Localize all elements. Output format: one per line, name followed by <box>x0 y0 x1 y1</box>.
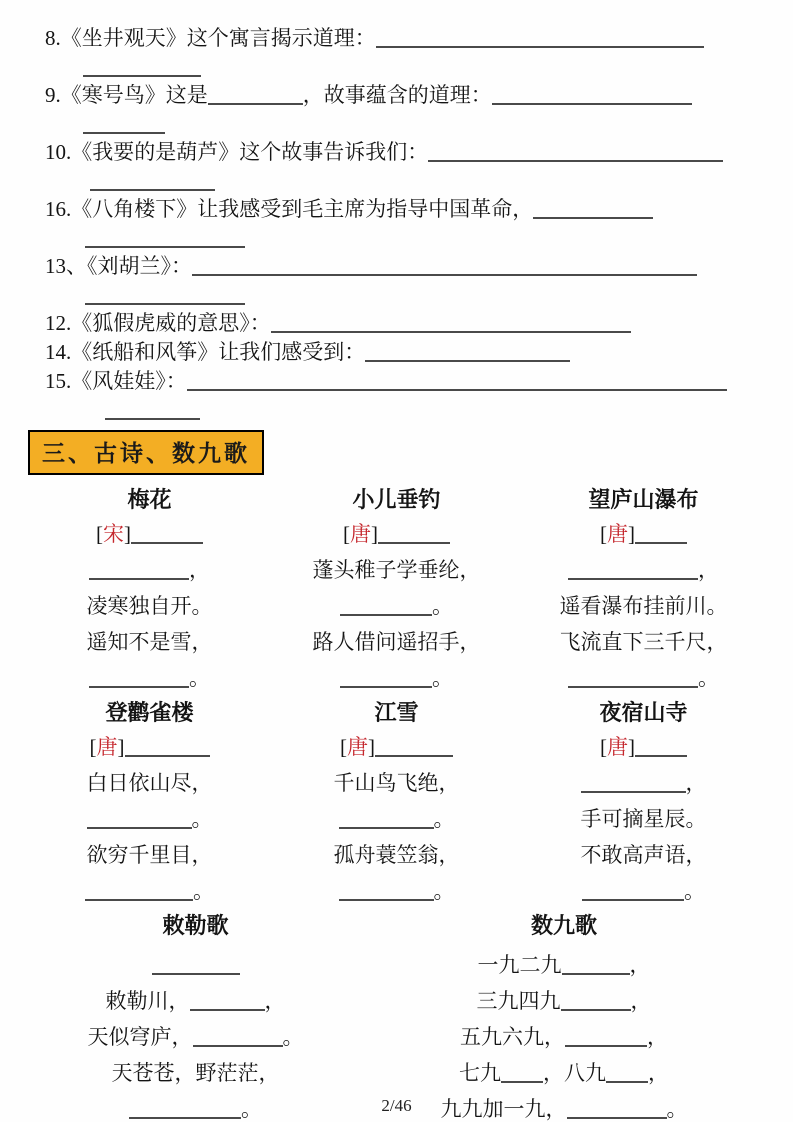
text-run: 。 <box>191 807 213 831</box>
question-continuation-row <box>45 281 765 309</box>
poem-line <box>26 516 273 552</box>
poem-line <box>273 552 520 588</box>
answer-blank <box>339 878 434 901</box>
text-run: ] <box>628 735 635 759</box>
poem-line <box>365 1019 763 1055</box>
answer-blank <box>565 1024 647 1047</box>
answer-blank <box>131 521 203 544</box>
answer-blank <box>606 1060 648 1083</box>
dynasty-label: 唐 <box>347 735 368 759</box>
poems-grid-top <box>0 481 793 909</box>
question-continuation-row <box>45 396 765 424</box>
answer-blank <box>152 952 240 975</box>
poem-line <box>26 765 273 801</box>
text-run: ， <box>189 558 210 582</box>
text-run: 欲穷千里目， <box>86 843 213 867</box>
answer-blank <box>568 665 698 688</box>
answer-blank <box>568 557 698 580</box>
page-number: 2/46 <box>381 1096 412 1115</box>
poem-line <box>26 801 273 837</box>
questions-section <box>0 0 793 424</box>
text-run: 。 <box>698 666 719 690</box>
poem-line <box>520 729 767 765</box>
text-run: 遥看瀑布挂前川。 <box>559 594 728 618</box>
poem-line <box>273 873 520 909</box>
poem-line <box>365 1055 763 1091</box>
text-run: ] <box>628 522 635 546</box>
text-run: 遥知不是雪， <box>86 630 213 654</box>
answer-blank <box>339 806 434 829</box>
text-run: ] <box>117 735 125 759</box>
answer-blank <box>375 734 453 757</box>
answer-blank <box>533 196 653 219</box>
text-run: 。 <box>433 807 455 831</box>
text-run: 孤舟蓑笠翁， <box>333 843 460 867</box>
text-run: 。 <box>433 879 455 903</box>
text-run: 。 <box>666 1097 688 1121</box>
answer-blank <box>492 82 692 105</box>
poem-title: 望庐山瀑布 <box>588 487 699 512</box>
text-run: 路人借问遥招手， <box>312 630 481 654</box>
poem-line <box>273 837 520 873</box>
text-run: 9.《寒号鸟》这是 <box>45 83 208 107</box>
text-run: 不敢高声语， <box>580 843 707 867</box>
poem-block-2 <box>520 483 767 696</box>
answer-blank <box>561 988 631 1011</box>
question-row <box>45 195 765 224</box>
text-run: [ <box>96 522 103 546</box>
text-run: 。 <box>282 1025 304 1049</box>
poem-line <box>520 765 767 801</box>
answer-blank <box>89 557 189 580</box>
poem-line <box>520 837 767 873</box>
text-run: 手可摘星辰。 <box>580 807 707 831</box>
text-run: [ <box>89 735 97 759</box>
text-run: 蓬头稚子学垂纶， <box>312 558 481 582</box>
text-run: 九九加一九， <box>440 1097 567 1121</box>
poem-title: 敕勒歌 <box>162 913 229 938</box>
poem-line <box>520 660 767 696</box>
answer-blank <box>376 25 704 48</box>
text-run: [ <box>600 522 607 546</box>
answer-blank <box>89 665 189 688</box>
poem-line <box>26 1019 365 1055</box>
text-run: 三九四九 <box>476 989 561 1013</box>
answer-blank <box>85 878 193 901</box>
answer-blank <box>85 225 245 248</box>
section-header: 三、古诗、数九歌 <box>28 430 264 475</box>
answer-blank <box>582 878 684 901</box>
dynasty-label: 唐 <box>96 735 118 759</box>
text-run: 10.《我要的是葫芦》这个故事告诉我们： <box>45 140 429 164</box>
poem-line <box>26 624 273 660</box>
text-run: 15.《风娃娃》： <box>45 369 187 393</box>
poem-line <box>26 837 273 873</box>
answer-blank <box>105 397 200 420</box>
text-run: 13、《刘胡兰》： <box>45 254 192 278</box>
text-run: ， <box>698 558 719 582</box>
text-run: [ <box>340 735 347 759</box>
text-run: [ <box>600 735 607 759</box>
poem-title: 夜宿山寺 <box>599 700 688 725</box>
text-run: 。 <box>684 879 705 903</box>
poem-line <box>26 947 365 983</box>
text-run: ，故事蕴含的道理： <box>302 83 492 107</box>
text-run: ] <box>371 522 378 546</box>
answer-blank <box>83 111 165 134</box>
poem-line <box>365 983 763 1019</box>
poem-line <box>273 765 520 801</box>
answer-blank <box>187 368 727 391</box>
poem-line <box>273 660 520 696</box>
poem-block-7 <box>365 909 763 1122</box>
poem-title: 梅花 <box>127 487 172 512</box>
text-run: 16.《八角楼下》让我感受到毛主席为指导中国革命， <box>45 197 534 221</box>
poem-line <box>273 801 520 837</box>
text-run: ] <box>368 735 375 759</box>
text-run: ，八九 <box>543 1061 606 1085</box>
text-run: 七九 <box>459 1061 501 1085</box>
text-run: 。 <box>432 666 453 690</box>
poem-line <box>273 729 520 765</box>
poem-line <box>26 983 365 1019</box>
poem-line <box>520 516 767 552</box>
question-row <box>45 338 765 367</box>
dynasty-label: 唐 <box>607 522 628 546</box>
text-run: 一九二九 <box>477 953 562 977</box>
poem-line <box>26 660 273 696</box>
poem-line <box>273 588 520 624</box>
answer-blank <box>428 139 723 162</box>
answer-blank <box>635 734 687 757</box>
answer-blank <box>271 310 631 333</box>
text-run: 。 <box>193 879 214 903</box>
answer-blank <box>190 988 265 1011</box>
poem-title: 江雪 <box>374 700 419 725</box>
text-run: ， <box>264 989 286 1013</box>
poem-line <box>26 729 273 765</box>
poem-block-0 <box>26 483 273 696</box>
poem-line <box>520 552 767 588</box>
question-row <box>45 81 765 110</box>
poem-title: 登鹳雀楼 <box>105 700 194 725</box>
question-row <box>45 252 765 281</box>
text-run: 天苍苍，野茫茫， <box>111 1061 280 1085</box>
poem-block-5 <box>520 696 767 909</box>
poem-line <box>520 624 767 660</box>
poem-title: 小儿垂钓 <box>352 487 441 512</box>
question-row <box>45 309 765 338</box>
answer-blank <box>125 734 210 757</box>
poem-line <box>26 1055 365 1091</box>
text-run: 千山鸟飞绝， <box>333 771 460 795</box>
question-row <box>45 24 765 53</box>
text-run: 五九六九， <box>460 1025 565 1049</box>
poem-line <box>520 588 767 624</box>
answer-blank <box>87 806 192 829</box>
text-run: ， <box>647 1025 668 1049</box>
text-run: 飞流直下三千尺， <box>559 630 728 654</box>
text-run: 14.《纸船和风筝》让我们感受到： <box>45 340 366 364</box>
poem-title: 数九歌 <box>530 913 597 938</box>
answer-blank <box>83 54 201 77</box>
poem-block-1 <box>273 483 520 696</box>
text-run: 天似穹庐， <box>87 1025 193 1049</box>
answer-blank <box>340 593 432 616</box>
answer-blank <box>378 521 450 544</box>
poem-line <box>26 588 273 624</box>
answer-blank <box>365 339 570 362</box>
poems-grid-bottom <box>0 909 793 1122</box>
question-continuation-row <box>45 224 765 252</box>
text-run: 。 <box>241 1097 262 1121</box>
poem-line <box>520 801 767 837</box>
answer-blank <box>192 253 697 276</box>
question-continuation-row <box>45 110 765 138</box>
text-run: 白日依山尽， <box>86 771 213 795</box>
answer-blank <box>208 82 303 105</box>
answer-blank <box>85 282 245 305</box>
text-run: ] <box>124 522 131 546</box>
text-run: 敕勒川， <box>105 989 190 1013</box>
question-continuation-row <box>45 53 765 81</box>
poem-block-4 <box>273 696 520 909</box>
text-run: ， <box>648 1061 669 1085</box>
text-run: 8.《坐井观天》这个寓言揭示道理： <box>45 26 376 50</box>
poem-block-6 <box>26 909 365 1122</box>
answer-blank <box>501 1060 543 1083</box>
question-continuation-row <box>45 167 765 195</box>
poem-block-3 <box>26 696 273 909</box>
poem-line <box>520 873 767 909</box>
text-run: ， <box>629 953 651 977</box>
poem-line <box>26 873 273 909</box>
dynasty-label: 唐 <box>607 735 628 759</box>
answer-blank <box>340 665 432 688</box>
poem-line <box>365 947 763 983</box>
dynasty-label: 唐 <box>350 522 371 546</box>
text-run: ， <box>685 771 707 795</box>
answer-blank <box>562 952 630 975</box>
text-run: 12.《狐假虎威的意思》： <box>45 311 271 335</box>
text-run: 。 <box>189 666 210 690</box>
text-run: [ <box>343 522 350 546</box>
answer-blank <box>193 1024 283 1047</box>
poem-line <box>26 552 273 588</box>
question-row <box>45 367 765 396</box>
dynasty-label: 宋 <box>103 522 124 546</box>
question-row <box>45 138 765 167</box>
text-run: 。 <box>432 594 453 618</box>
answer-blank <box>635 521 687 544</box>
text-run: 凌寒独自开。 <box>86 594 213 618</box>
poem-line <box>273 624 520 660</box>
answer-blank <box>581 770 686 793</box>
poem-line <box>273 516 520 552</box>
text-run: ， <box>630 989 652 1013</box>
answer-blank <box>90 168 215 191</box>
